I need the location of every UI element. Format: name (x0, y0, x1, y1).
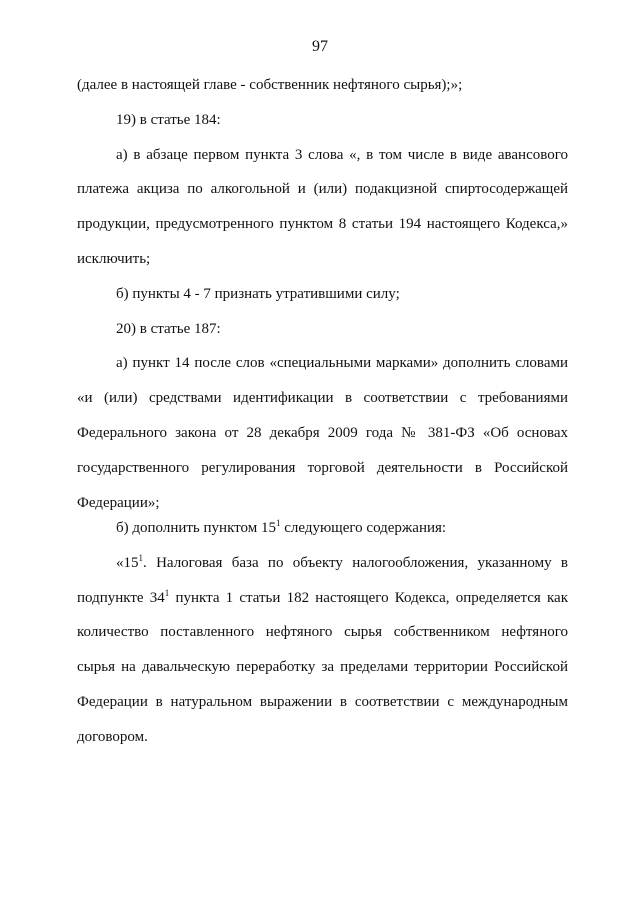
superscript: 1 (138, 552, 143, 563)
paragraph-text: б) дополнить пунктом 15 (116, 520, 276, 536)
paragraph-point-15-1 (77, 546, 568, 755)
superscript: 1 (164, 587, 170, 598)
paragraph-text: пункта 1 статьи 182 настоящего Кодекса, определяется как количество поставленного нефтяного сырья собственником нефтяного сырья на давальческую переработку за пределами территории Российской Федерации в натуральном выражении в соответствии с международным договором. (77, 589, 568, 745)
paragraph-item-19a: а) в абзаце первом пункта 3 слова «, в том числе в виде авансового платежа акциза по алкогольной и (или) подакцизной спиртосодержащей продукции, предусмотренного пунктом 8 статьи 194 настоящего Кодекса,» исключить; (77, 146, 568, 267)
paragraph-text: . Налоговая база по объекту налогообложения, указанному в подпункте 34 (77, 554, 568, 606)
paragraph-item-20a: а) пункт 14 после слов «специальными марками» дополнить словами «и (или) средствами идентификации в соответствии с требованиями Федерального закона от 28 декабря 2009 года № 381-ФЗ «Об основах государственного регулирования торговой деятельности в Российской Федерации»; (77, 355, 568, 511)
page-number: 97 (312, 38, 328, 55)
superscript: 1 (275, 518, 281, 528)
paragraph-item-19b: б) пункты 4 - 7 признать утратившими силу; (116, 285, 400, 302)
paragraph-continuation: (далее в настоящей главе - собственник нефтяного сырья);»; (77, 77, 463, 93)
paragraph-item-20: 20) в статье 187: (116, 320, 221, 337)
text-block-lower (77, 511, 568, 755)
text-block-main (77, 68, 568, 520)
paragraph-text: «15 (116, 554, 139, 571)
paragraph-item-19: 19) в статье 184: (116, 111, 221, 128)
paragraph-text: следующего содержания: (280, 520, 447, 536)
paragraph-item-20b (77, 511, 568, 546)
